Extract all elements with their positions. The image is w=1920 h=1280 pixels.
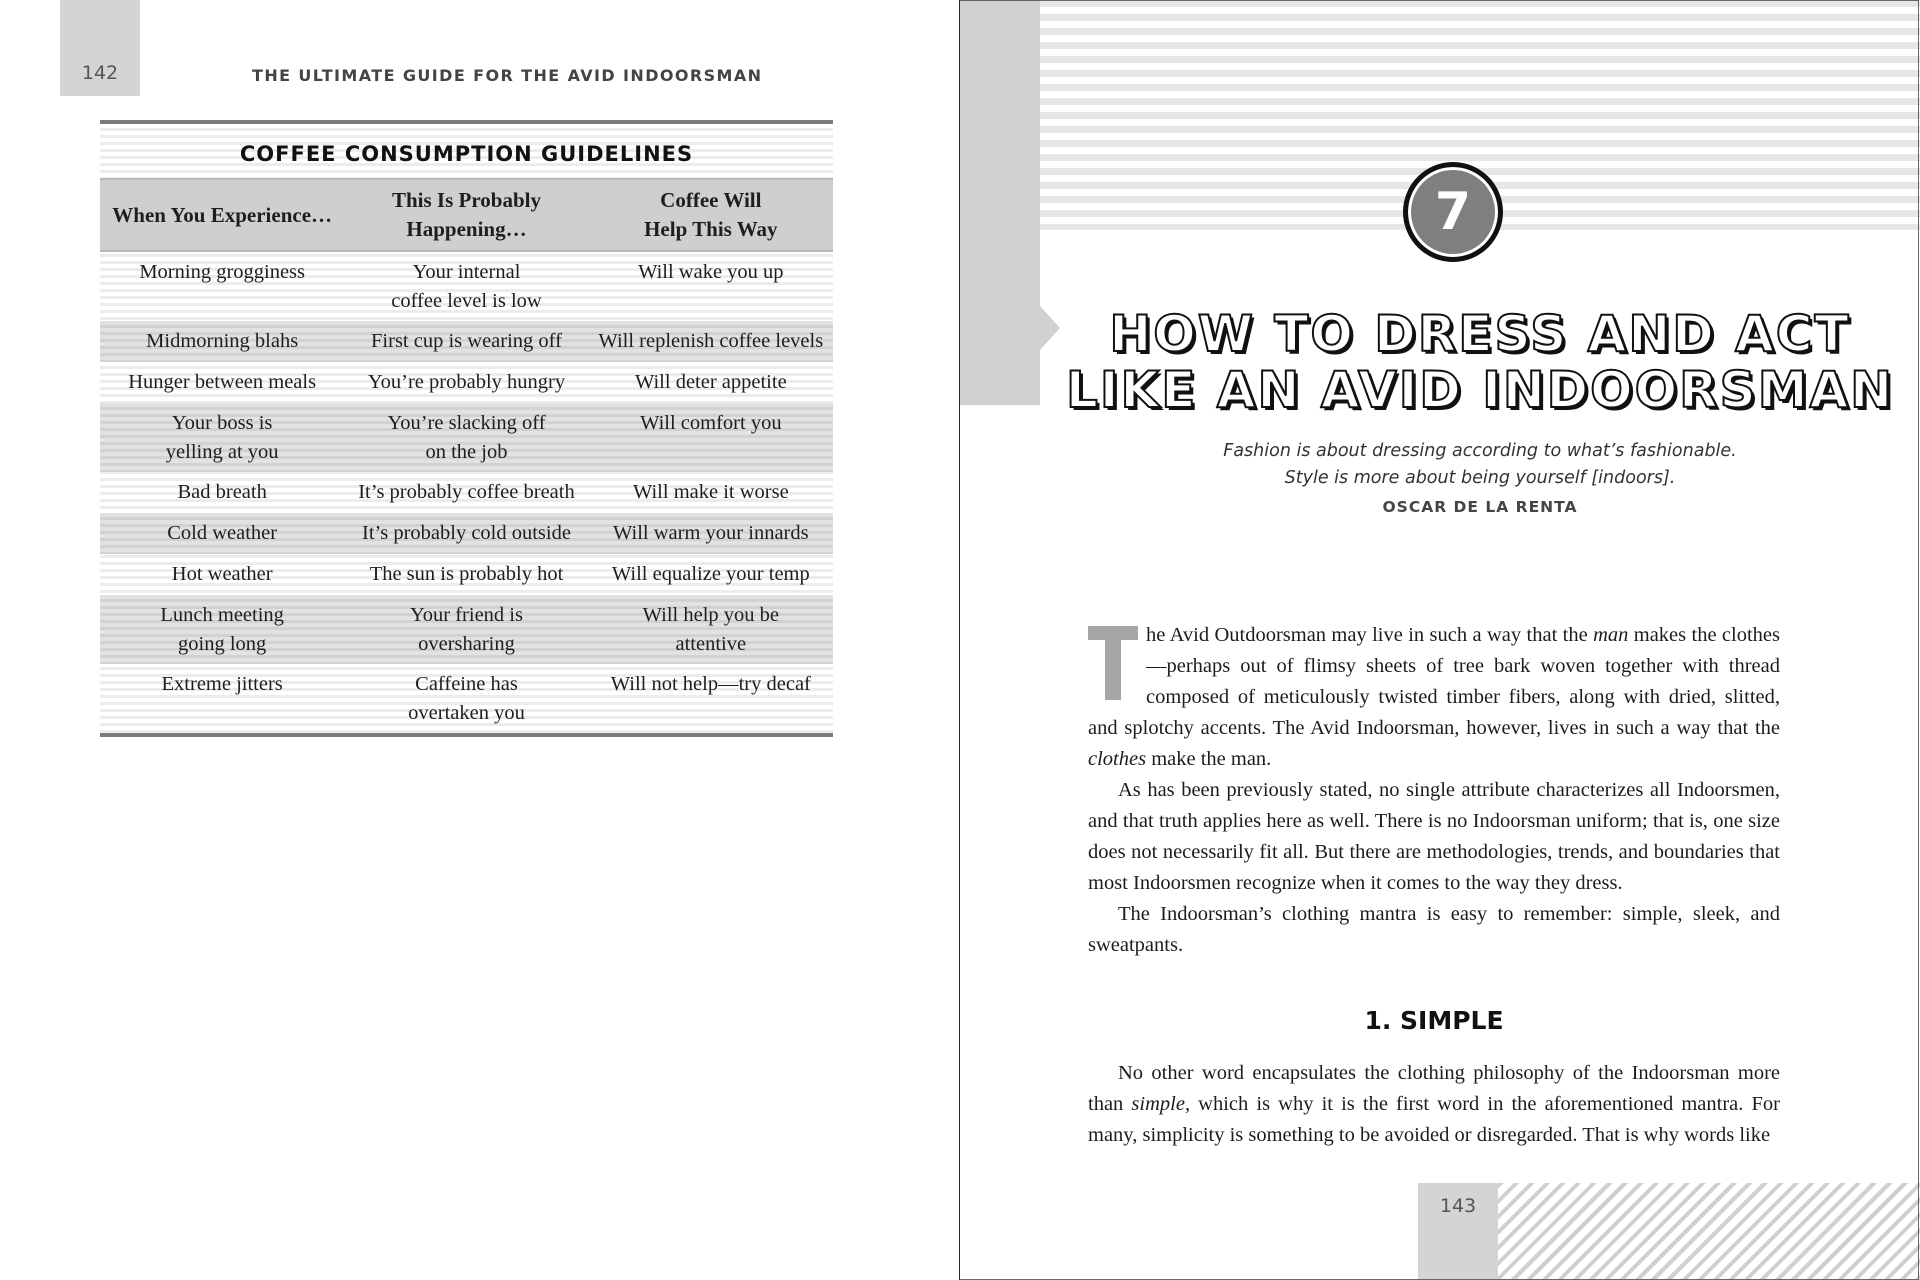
header-cell: Coffee Will Help This Way <box>644 188 778 241</box>
table-cell: Will not help—try decaf <box>610 673 811 695</box>
table-cell: Will wake you up <box>638 261 784 283</box>
decorative-band <box>960 0 1040 405</box>
table-cell: Will warm your innards <box>613 522 809 544</box>
drop-cap-t-icon <box>1088 626 1140 700</box>
table-cell: You’re probably hungry <box>367 371 566 393</box>
table-cell: Midmorning blahs <box>146 330 299 352</box>
emphasis: clothes <box>1088 748 1147 770</box>
epigraph-author: OSCAR DE LA RENTA <box>1382 498 1578 516</box>
table-row <box>100 472 833 513</box>
epigraph-line: Fashion is about dressing according to what’s fashionable. <box>1223 441 1737 461</box>
table-cell: Caffeine has overtaken you <box>408 673 525 724</box>
paragraph: The Indoorsman’s clothing mantra is easy to remember: simple, sleek, and sweatpants. <box>1088 903 1780 956</box>
table-row <box>100 403 833 472</box>
table-cell: Will help you be attentive <box>642 604 780 655</box>
table-row <box>100 513 833 554</box>
table-row <box>100 595 833 664</box>
header-cell: When You Experience… <box>112 202 333 227</box>
chapter-title-line: HOW TO DRESS AND ACT <box>1109 305 1851 363</box>
section-heading: 1. SIMPLE <box>1364 1006 1504 1035</box>
paragraph <box>1088 620 1780 775</box>
intro-text <box>1088 620 1780 961</box>
page-number-tab <box>60 0 140 96</box>
table-cell: Hunger between meals <box>128 371 317 393</box>
header-cell: This Is Probably Happening… <box>391 188 541 241</box>
table-cell: First cup is wearing off <box>371 330 562 352</box>
table-row <box>100 321 833 362</box>
paragraph <box>1088 1058 1780 1151</box>
table-cell: Lunch meeting going long <box>160 604 284 655</box>
text-run: No other word encapsulates the clothing philosophy of the Indoorsman more than <box>1088 1062 1780 1115</box>
table-cell: Will replenish coffee levels <box>598 330 824 352</box>
table-cell: Extreme jitters <box>161 673 283 695</box>
emphasis: man <box>1593 624 1629 646</box>
table-cell: Bad breath <box>177 481 267 503</box>
table-cell: Will make it worse <box>632 481 789 503</box>
page-number: 143 <box>1439 1195 1477 1217</box>
table-cell: The sun is probably hot <box>369 563 564 585</box>
epigraph <box>1040 438 1920 492</box>
text-run: make the man. <box>1146 748 1272 770</box>
table-title: COFFEE CONSUMPTION GUIDELINES <box>239 142 694 166</box>
table-cell: Will equalize your temp <box>611 563 810 585</box>
chapter-number-badge: 7 <box>1403 162 1503 262</box>
table-header <box>100 178 833 252</box>
table-cell: Hot weather <box>171 563 273 585</box>
table-cell: Will comfort you <box>640 412 782 434</box>
text-run: , which is why it is the first word in the aforementioned mantra. For many, simplicity is something to be avoided or disregarded. That is why words like <box>1088 1093 1780 1146</box>
epigraph-line: Style is more about being yourself [indoors]. <box>1284 468 1676 488</box>
table-cell: Morning grogginess <box>139 261 306 283</box>
table-cell: Will deter appetite <box>634 371 787 393</box>
paragraph: As has been previously stated, no single attribute characterizes all Indoorsmen, and that truth applies here as well. There is no Indoorsman uniform; that is, one size does not necessarily fit all. But there are methodologies, trends, and boundaries that most Indoorsmen recognize when it comes to the way they dress. <box>1088 779 1780 894</box>
table-cell: Your boss is yelling at you <box>165 412 279 463</box>
table-cell: It’s probably coffee breath <box>358 481 575 503</box>
table-cell: Cold weather <box>167 522 278 544</box>
running-head: THE ULTIMATE GUIDE FOR THE AVID INDOORSMAN <box>252 66 763 85</box>
table-row <box>100 554 833 595</box>
right-page <box>960 0 1920 1280</box>
chapter-title <box>1040 306 1920 418</box>
section-text <box>1088 1058 1780 1151</box>
chapter-title-line: LIKE AN AVID INDOORSMAN <box>1065 361 1894 419</box>
text-run: he Avid Outdoorsman may live in such a way that the <box>1146 624 1594 646</box>
coffee-guidelines-table <box>100 120 833 737</box>
table-cell: It’s probably cold outside <box>362 522 571 544</box>
table-cell: Your friend is oversharing <box>410 604 523 655</box>
page-number: 142 <box>81 62 119 84</box>
decorative-diagonal-stripes <box>1498 1183 1920 1280</box>
table-row <box>100 664 833 733</box>
table-row <box>100 252 833 321</box>
emphasis: simple <box>1131 1093 1185 1115</box>
table-row <box>100 362 833 403</box>
table-cell: You’re slacking off on the job <box>387 412 546 463</box>
text-run: makes the clothes—perhaps out of flimsy sheets of tree bark woven together with thread composed of meticulously twisted timber fibers, along with dried, slitted, and splotchy accents. The Avid Indoorsman, however, lives in such a way that the <box>1088 624 1780 739</box>
page-number-tab <box>1418 1183 1498 1280</box>
table-cell: Your internal coffee level is low <box>391 261 542 312</box>
